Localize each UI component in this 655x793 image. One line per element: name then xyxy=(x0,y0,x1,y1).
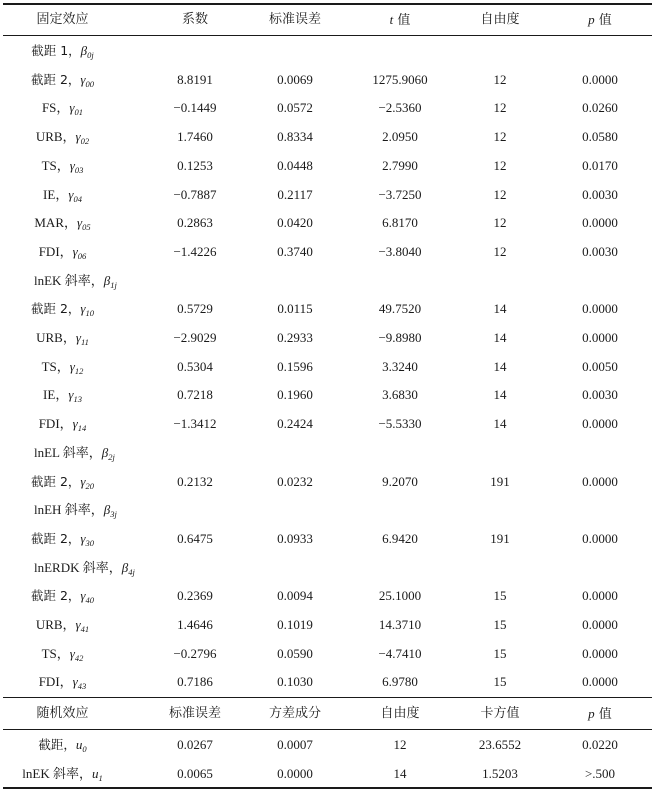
p-value-cell xyxy=(550,36,650,65)
standard-error-cell: 0.1019 xyxy=(277,617,313,632)
p-value-cell: 0.0000 xyxy=(582,617,618,632)
label-subscript: 04 xyxy=(73,193,82,204)
df-cell: 12 xyxy=(493,215,507,231)
t-value-cell xyxy=(350,438,450,467)
row-label xyxy=(0,237,125,266)
t-value-cell: 2.7990 xyxy=(382,157,418,173)
label-subscript: 1j xyxy=(110,279,117,290)
df-cell: 12 xyxy=(493,129,507,145)
label-variable: FDI， xyxy=(38,243,73,259)
table-row xyxy=(0,352,655,381)
standard-error-cell: 0.0069 xyxy=(277,71,313,87)
df-cell xyxy=(450,266,550,295)
header-chi-square: 卡方值 xyxy=(480,706,520,721)
coefficient-cell xyxy=(150,266,240,295)
label-text: 截距 2， xyxy=(30,71,81,87)
p-value-cell xyxy=(550,495,650,524)
p-value-cell: 0.0000 xyxy=(582,215,618,231)
label-subscript: 20 xyxy=(85,480,95,491)
header-fixed-effects: 固定效应 xyxy=(36,12,89,27)
t-value-cell: −9.8980 xyxy=(378,330,422,345)
coefficient-cell xyxy=(150,495,240,524)
standard-error-cell xyxy=(250,553,340,582)
row-label xyxy=(0,380,125,409)
row-label xyxy=(0,36,125,65)
label-symbol: u xyxy=(75,737,83,752)
t-value-cell: 6.8170 xyxy=(382,215,418,231)
label-text: 截距， xyxy=(38,737,76,752)
p-value-cell: >.500 xyxy=(584,765,616,781)
label-subscript: 10 xyxy=(85,308,95,319)
t-value-cell: 9.2070 xyxy=(382,473,418,489)
label-symbol: β xyxy=(103,272,111,288)
table-row xyxy=(0,36,655,65)
header-t-symbol: t xyxy=(389,12,394,27)
df-cell: 12 xyxy=(493,100,507,116)
df-cell xyxy=(450,36,550,65)
coefficient-cell: −2.9029 xyxy=(173,330,217,345)
label-subscript: 00 xyxy=(85,78,95,89)
standard-error-cell: 0.0590 xyxy=(277,645,313,661)
t-value-cell: 1275.9060 xyxy=(372,71,428,87)
label-symbol: γ xyxy=(75,617,81,632)
p-value-cell: 0.0220 xyxy=(582,737,618,752)
t-value-cell: 3.6830 xyxy=(382,387,418,403)
df-cell: 14 xyxy=(493,416,507,432)
label-subscript: 4j xyxy=(128,566,135,577)
label-symbol: γ xyxy=(68,387,74,403)
random-effects-header-row xyxy=(0,699,655,728)
label-variable: lnEL 斜率， xyxy=(34,444,102,460)
label-variable: MAR， xyxy=(34,215,77,231)
label-symbol: γ xyxy=(80,473,86,489)
t-value-cell xyxy=(350,266,450,295)
label-subscript: 05 xyxy=(82,222,91,233)
table-row xyxy=(0,438,655,467)
table-row xyxy=(0,237,655,266)
label-variable: lnEK 斜率， xyxy=(22,765,92,781)
label-symbol: β xyxy=(121,559,129,575)
table-row xyxy=(0,581,655,610)
header-p-value xyxy=(550,5,650,34)
p-value-cell: 0.0000 xyxy=(582,473,618,489)
df-cell: 15 xyxy=(493,588,507,604)
label-variable: FDI， xyxy=(38,674,73,690)
label-subscript: 02 xyxy=(80,136,90,147)
row-label xyxy=(0,730,125,759)
standard-error-cell: 0.0448 xyxy=(277,157,313,173)
table-row xyxy=(0,208,655,237)
row-label xyxy=(0,667,125,696)
df-cell: 191 xyxy=(490,473,510,489)
label-subscript: 1 xyxy=(98,772,103,783)
coefficient-cell xyxy=(150,438,240,467)
label-subscript: 43 xyxy=(77,681,87,692)
label-symbol: γ xyxy=(80,588,86,604)
row-label xyxy=(0,65,125,94)
label-symbol: γ xyxy=(69,157,75,173)
standard-error-cell xyxy=(250,495,340,524)
row-label xyxy=(0,208,125,237)
table-row xyxy=(0,294,655,323)
label-text: 截距 1， xyxy=(31,43,81,58)
coefficient-cell xyxy=(150,553,240,582)
header-random-p-symbol: p xyxy=(588,706,595,721)
df-cell: 15 xyxy=(493,674,507,690)
label-symbol: γ xyxy=(72,674,78,690)
label-symbol: β xyxy=(101,444,109,460)
t-value-cell: −3.7250 xyxy=(378,186,422,202)
standard-error-cell: 0.0232 xyxy=(277,473,313,489)
label-symbol: β xyxy=(103,502,111,518)
row-label xyxy=(0,93,125,122)
coefficient-cell: 1.7460 xyxy=(177,129,213,145)
label-subscript: 13 xyxy=(73,394,82,405)
coefficient-cell: 0.7186 xyxy=(177,674,213,690)
t-value-cell: 6.9780 xyxy=(382,674,418,690)
df-cell: 14 xyxy=(493,330,507,345)
bottom-rule xyxy=(3,787,652,789)
label-subscript: 2j xyxy=(108,451,115,462)
label-symbol: γ xyxy=(69,100,75,116)
label-symbol: γ xyxy=(80,71,86,87)
p-value-cell: 0.0000 xyxy=(582,71,618,87)
row-label xyxy=(0,409,125,438)
table-row xyxy=(0,610,655,639)
p-value-cell: 0.0260 xyxy=(582,100,618,116)
chi-square-cell: 1.5203 xyxy=(482,765,518,781)
p-value-cell xyxy=(550,553,650,582)
header-random-effects: 随机效应 xyxy=(36,706,89,721)
standard-error-cell xyxy=(250,36,340,65)
label-subscript: 01 xyxy=(74,107,84,118)
table-row xyxy=(0,759,655,788)
table-row xyxy=(0,495,655,524)
t-value-cell: 3.3240 xyxy=(382,358,418,374)
standard-error-cell: 0.0267 xyxy=(177,737,213,752)
label-subscript: 14 xyxy=(77,423,87,434)
coefficient-cell: −1.4226 xyxy=(173,243,217,259)
label-subscript: 40 xyxy=(85,595,95,606)
row-label xyxy=(0,122,125,151)
label-variable: URB， xyxy=(36,330,76,345)
coefficient-cell: 0.2369 xyxy=(177,588,213,604)
fixed-effects-header-row xyxy=(0,5,655,34)
label-symbol: u xyxy=(91,765,99,781)
label-subscript: 06 xyxy=(77,250,87,261)
table-row xyxy=(0,553,655,582)
p-value-cell: 0.0000 xyxy=(582,530,618,546)
label-variable: URB， xyxy=(35,129,76,145)
table-row xyxy=(0,266,655,295)
coefficient-cell: 8.8191 xyxy=(177,71,213,87)
label-text: 截距 2， xyxy=(30,530,81,546)
df-cell: 14 xyxy=(493,387,507,403)
label-variable: URB， xyxy=(35,617,76,632)
p-value-cell: 0.0000 xyxy=(582,416,618,432)
t-value-cell xyxy=(350,495,450,524)
df-cell: 15 xyxy=(493,645,507,661)
df-cell xyxy=(450,495,550,524)
df-cell: 12 xyxy=(493,157,507,173)
coefficient-cell: 0.2132 xyxy=(177,473,213,489)
standard-error-cell: 0.1596 xyxy=(277,358,313,374)
standard-error-cell: 0.0094 xyxy=(277,588,313,604)
table-row xyxy=(0,151,655,180)
p-value-cell: 0.0030 xyxy=(582,387,618,403)
header-degrees-of-freedom: 自由度 xyxy=(480,12,520,27)
label-subscript: 0j xyxy=(87,50,94,60)
row-label xyxy=(0,151,125,180)
label-variable: lnEH 斜率， xyxy=(34,502,104,518)
label-symbol: γ xyxy=(77,215,83,231)
label-variable: FDI， xyxy=(38,416,73,432)
coefficient-cell: −1.3412 xyxy=(173,416,217,432)
header-standard-error: 标准误差 xyxy=(268,12,321,27)
label-symbol: γ xyxy=(72,243,78,259)
row-label xyxy=(0,610,125,639)
label-symbol: γ xyxy=(68,186,74,202)
p-value-cell xyxy=(550,438,650,467)
table-row xyxy=(0,122,655,151)
label-variable: TS， xyxy=(41,157,70,173)
df-cell: 14 xyxy=(493,301,507,317)
coefficient-cell: −0.2796 xyxy=(173,645,217,661)
label-subscript: 12 xyxy=(74,365,84,376)
standard-error-cell: 0.0115 xyxy=(277,301,313,317)
table-row xyxy=(0,93,655,122)
p-value-cell xyxy=(550,266,650,295)
t-value-cell: 6.9420 xyxy=(382,530,418,546)
header-t-value xyxy=(350,5,450,34)
label-variable: TS， xyxy=(41,358,70,374)
df-cell: 12 xyxy=(393,737,407,752)
table-row xyxy=(0,180,655,209)
label-subscript: 41 xyxy=(80,624,90,634)
table-row xyxy=(0,730,655,759)
variance-cell: 0.0007 xyxy=(277,737,313,752)
header-t-suffix: 值 xyxy=(393,13,411,28)
p-value-cell: 0.0580 xyxy=(582,129,618,145)
table-row xyxy=(0,524,655,553)
row-label xyxy=(0,180,125,209)
p-value-cell: 0.0000 xyxy=(582,674,618,690)
label-text: 截距 2， xyxy=(30,473,81,489)
df-cell: 14 xyxy=(393,765,407,781)
row-label xyxy=(0,352,125,381)
label-variable: IE， xyxy=(43,186,69,202)
standard-error-cell: 0.0933 xyxy=(277,530,313,546)
p-value-cell: 0.0000 xyxy=(582,588,618,604)
coefficient-cell: −0.1449 xyxy=(173,100,217,116)
standard-error-cell: 0.0420 xyxy=(277,215,313,231)
row-label xyxy=(0,524,125,553)
header-p-symbol: p xyxy=(588,12,595,27)
df-cell xyxy=(450,553,550,582)
label-subscript: 0 xyxy=(82,744,87,754)
t-value-cell: 25.1000 xyxy=(378,588,422,604)
standard-error-cell: 0.2933 xyxy=(277,330,313,345)
header-random-degrees-of-freedom: 自由度 xyxy=(380,706,420,721)
label-subscript: 03 xyxy=(74,164,84,175)
coefficient-cell xyxy=(150,36,240,65)
row-label xyxy=(0,294,125,323)
label-symbol: γ xyxy=(80,530,86,546)
coefficient-cell: 0.5729 xyxy=(177,301,213,317)
standard-error-cell: 0.0065 xyxy=(177,765,213,781)
standard-error-cell: 0.2117 xyxy=(277,186,313,202)
p-value-cell: 0.0030 xyxy=(582,243,618,259)
table-row xyxy=(0,409,655,438)
header-random-p-value xyxy=(550,699,650,728)
t-value-cell: 49.7520 xyxy=(378,301,422,317)
t-value-cell: −3.8040 xyxy=(378,243,422,259)
variance-cell: 0.0000 xyxy=(277,765,313,781)
row-label xyxy=(0,639,125,668)
row-label xyxy=(0,581,125,610)
section-rule xyxy=(3,697,652,698)
table-row xyxy=(0,65,655,94)
standard-error-cell: 0.1030 xyxy=(277,674,313,690)
chi-square-cell: 23.6552 xyxy=(478,737,522,752)
label-symbol: γ xyxy=(80,301,86,317)
table-row xyxy=(0,380,655,409)
header-coefficient: 系数 xyxy=(181,12,208,27)
df-cell: 14 xyxy=(493,358,507,374)
coefficient-cell: 1.4646 xyxy=(177,617,213,632)
df-cell: 12 xyxy=(493,186,507,202)
t-value-cell: 14.3710 xyxy=(378,617,422,632)
coefficient-cell: 0.1253 xyxy=(177,157,213,173)
label-variable: lnEK 斜率， xyxy=(34,272,104,288)
label-symbol: γ xyxy=(69,645,75,661)
label-variable: IE， xyxy=(43,387,69,403)
label-text: 截距 2， xyxy=(30,301,81,317)
standard-error-cell: 0.8334 xyxy=(277,129,313,145)
t-value-cell xyxy=(350,553,450,582)
coefficient-cell: 0.6475 xyxy=(177,530,213,546)
df-cell: 191 xyxy=(490,530,510,546)
df-cell xyxy=(450,438,550,467)
df-cell: 12 xyxy=(493,71,507,87)
t-value-cell: −5.5330 xyxy=(378,416,422,432)
df-cell: 12 xyxy=(493,243,507,259)
header-variance-component: 方差成分 xyxy=(268,706,321,721)
table-row xyxy=(0,323,655,352)
label-variable: FS， xyxy=(41,100,70,116)
p-value-cell: 0.0000 xyxy=(582,330,618,345)
label-subscript: 30 xyxy=(85,537,95,548)
p-value-cell: 0.0000 xyxy=(582,645,618,661)
table-row xyxy=(0,639,655,668)
label-subscript: 42 xyxy=(74,652,84,663)
p-value-cell: 0.0170 xyxy=(582,157,618,173)
label-subscript: 3j xyxy=(110,509,117,520)
row-label xyxy=(0,323,125,352)
label-variable: TS， xyxy=(41,645,70,661)
label-symbol: γ xyxy=(69,358,75,374)
standard-error-cell: 0.2424 xyxy=(277,416,313,432)
p-value-cell: 0.0050 xyxy=(582,358,618,374)
coefficient-cell: 0.2863 xyxy=(177,215,213,231)
table-row xyxy=(0,667,655,696)
header-random-p-suffix: 值 xyxy=(594,707,612,722)
t-value-cell: 2.0950 xyxy=(382,129,418,145)
label-variable: lnERDK 斜率， xyxy=(34,559,122,575)
coefficient-cell: 0.5304 xyxy=(177,358,213,374)
p-value-cell: 0.0000 xyxy=(582,301,618,317)
table-row xyxy=(0,467,655,496)
row-label xyxy=(0,467,125,496)
label-symbol: γ xyxy=(72,416,78,432)
label-text: 截距 2， xyxy=(30,588,81,604)
t-value-cell: −2.5360 xyxy=(378,100,422,116)
coefficient-cell: 0.7218 xyxy=(177,387,213,403)
p-value-cell: 0.0030 xyxy=(582,186,618,202)
standard-error-cell: 0.3740 xyxy=(277,243,313,259)
label-symbol: γ xyxy=(75,129,81,145)
label-subscript: 11 xyxy=(80,337,89,347)
standard-error-cell: 0.1960 xyxy=(277,387,313,403)
t-value-cell: −4.7410 xyxy=(378,645,422,661)
header-random-standard-error: 标准误差 xyxy=(168,706,221,721)
row-label xyxy=(0,759,125,788)
coefficient-cell: −0.7887 xyxy=(173,186,217,202)
header-p-suffix: 值 xyxy=(594,13,612,28)
standard-error-cell xyxy=(250,266,340,295)
standard-error-cell: 0.0572 xyxy=(277,100,313,116)
standard-error-cell xyxy=(250,438,340,467)
df-cell: 15 xyxy=(493,617,507,632)
t-value-cell xyxy=(350,36,450,65)
label-symbol: γ xyxy=(75,330,81,345)
label-symbol: β xyxy=(80,43,88,58)
